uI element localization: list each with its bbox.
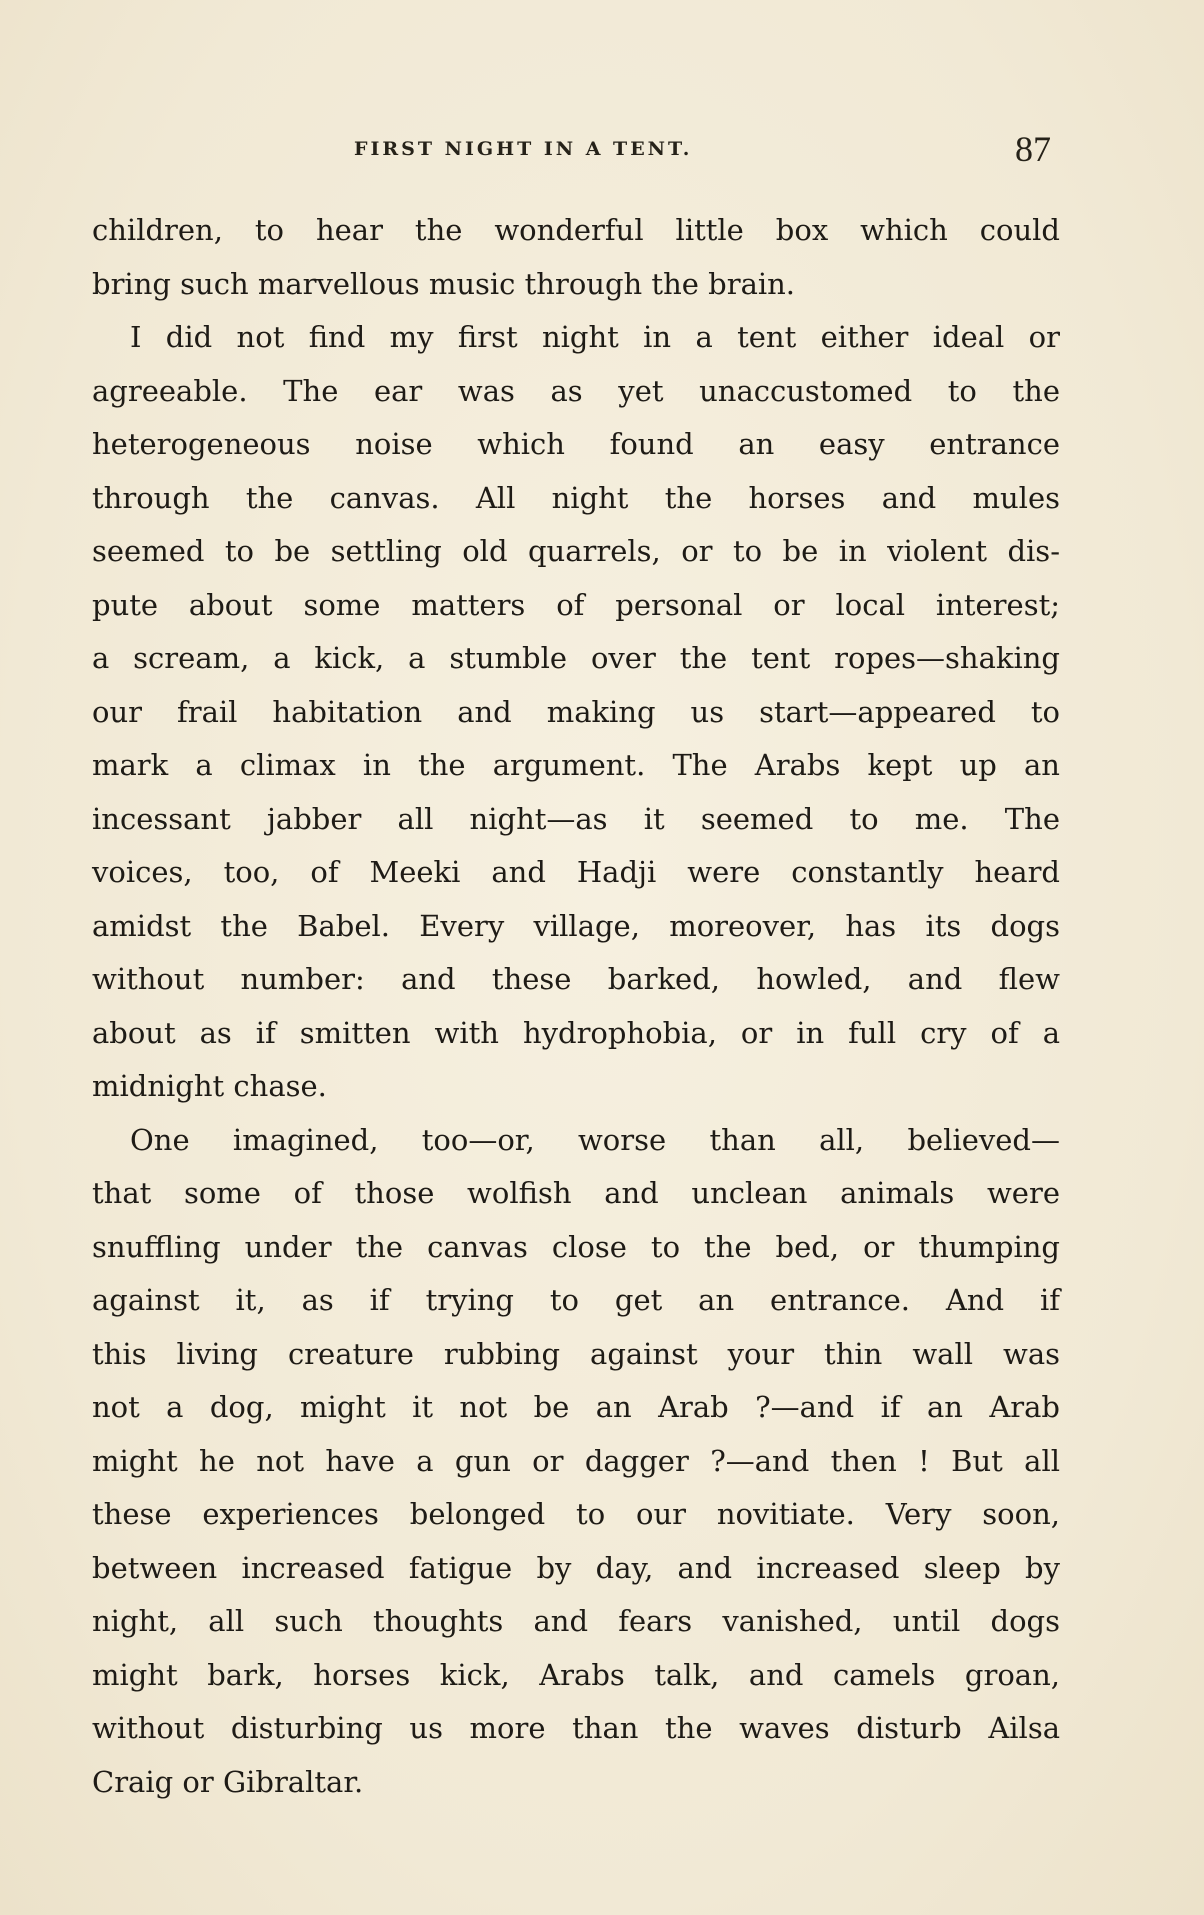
text-line: between increased fatigue by day, and increased sleep by: [92, 1550, 1060, 1585]
text-line: a scream, a kick, a stumble over the tent ropes—shaking: [92, 641, 1060, 675]
text-line: these experiences belonged to our novitiate. Very soon,: [92, 1497, 1060, 1531]
text-line: children, to hear the wonderful little box which could: [92, 213, 1060, 247]
text-line: our frail habitation and making us start—appeared to: [92, 694, 1060, 729]
text-line: snuffling under the canvas close to the bed, or thumping: [92, 1229, 1060, 1264]
text-line: bring such marvellous music through the brain.: [92, 266, 796, 301]
text-line: heterogeneous noise which found an easy entrance: [92, 427, 1060, 461]
text-line: seemed to be settling old quarrels, or to be in violent dis-: [92, 534, 1060, 568]
text-line: Craig or Gibraltar.: [92, 1764, 364, 1799]
paragraph-first-line: One imagined, too—or, worse than all, believed—: [130, 1122, 1060, 1157]
body-text: [92, 204, 1060, 1809]
text-line: without disturbing us more than the waves disturb Ailsa: [92, 1711, 1060, 1745]
text-line: through the canvas. All night the horses and mules: [92, 480, 1060, 515]
text-line: incessant jabber all night—as it seemed to me. The: [92, 801, 1060, 836]
text-line: pute about some matters of personal or local interest;: [92, 587, 1060, 622]
text-line: this living creature rubbing against your thin wall was: [92, 1336, 1060, 1371]
text-line: mark a climax in the argument. The Arabs kept up an: [92, 748, 1060, 782]
text-line: not a dog, might it not be an Arab ?—and if an Arab: [92, 1390, 1060, 1424]
text-line: that some of those wolfish and unclean animals were: [92, 1176, 1060, 1210]
text-line: without number: and these barked, howled, and flew: [92, 962, 1060, 996]
text-line: agreeable. The ear was as yet unaccustomed to the: [92, 373, 1060, 408]
paragraph-first-line: I did not find my first night in a tent either ideal or: [130, 320, 1060, 354]
text-line: voices, too, of Meeki and Hadji were constantly heard: [92, 855, 1060, 889]
text-line: might bark, horses kick, Arabs talk, and camels groan,: [92, 1657, 1060, 1692]
page-number: 87: [1015, 129, 1051, 169]
running-head-title: FIRST NIGHT IN A TENT.: [354, 138, 693, 160]
text-line: amidst the Babel. Every village, moreover, has its dogs: [92, 908, 1060, 943]
text-line: about as if smitten with hydrophobia, or in full cry of a: [92, 1015, 1060, 1050]
text-line: night, all such thoughts and fears vanished, until dogs: [92, 1604, 1060, 1638]
text-line: midnight chase.: [92, 1069, 327, 1103]
text-line: against it, as if trying to get an entrance. And if: [92, 1283, 1060, 1317]
text-line: might he not have a gun or dagger ?—and then ! But all: [92, 1443, 1060, 1478]
